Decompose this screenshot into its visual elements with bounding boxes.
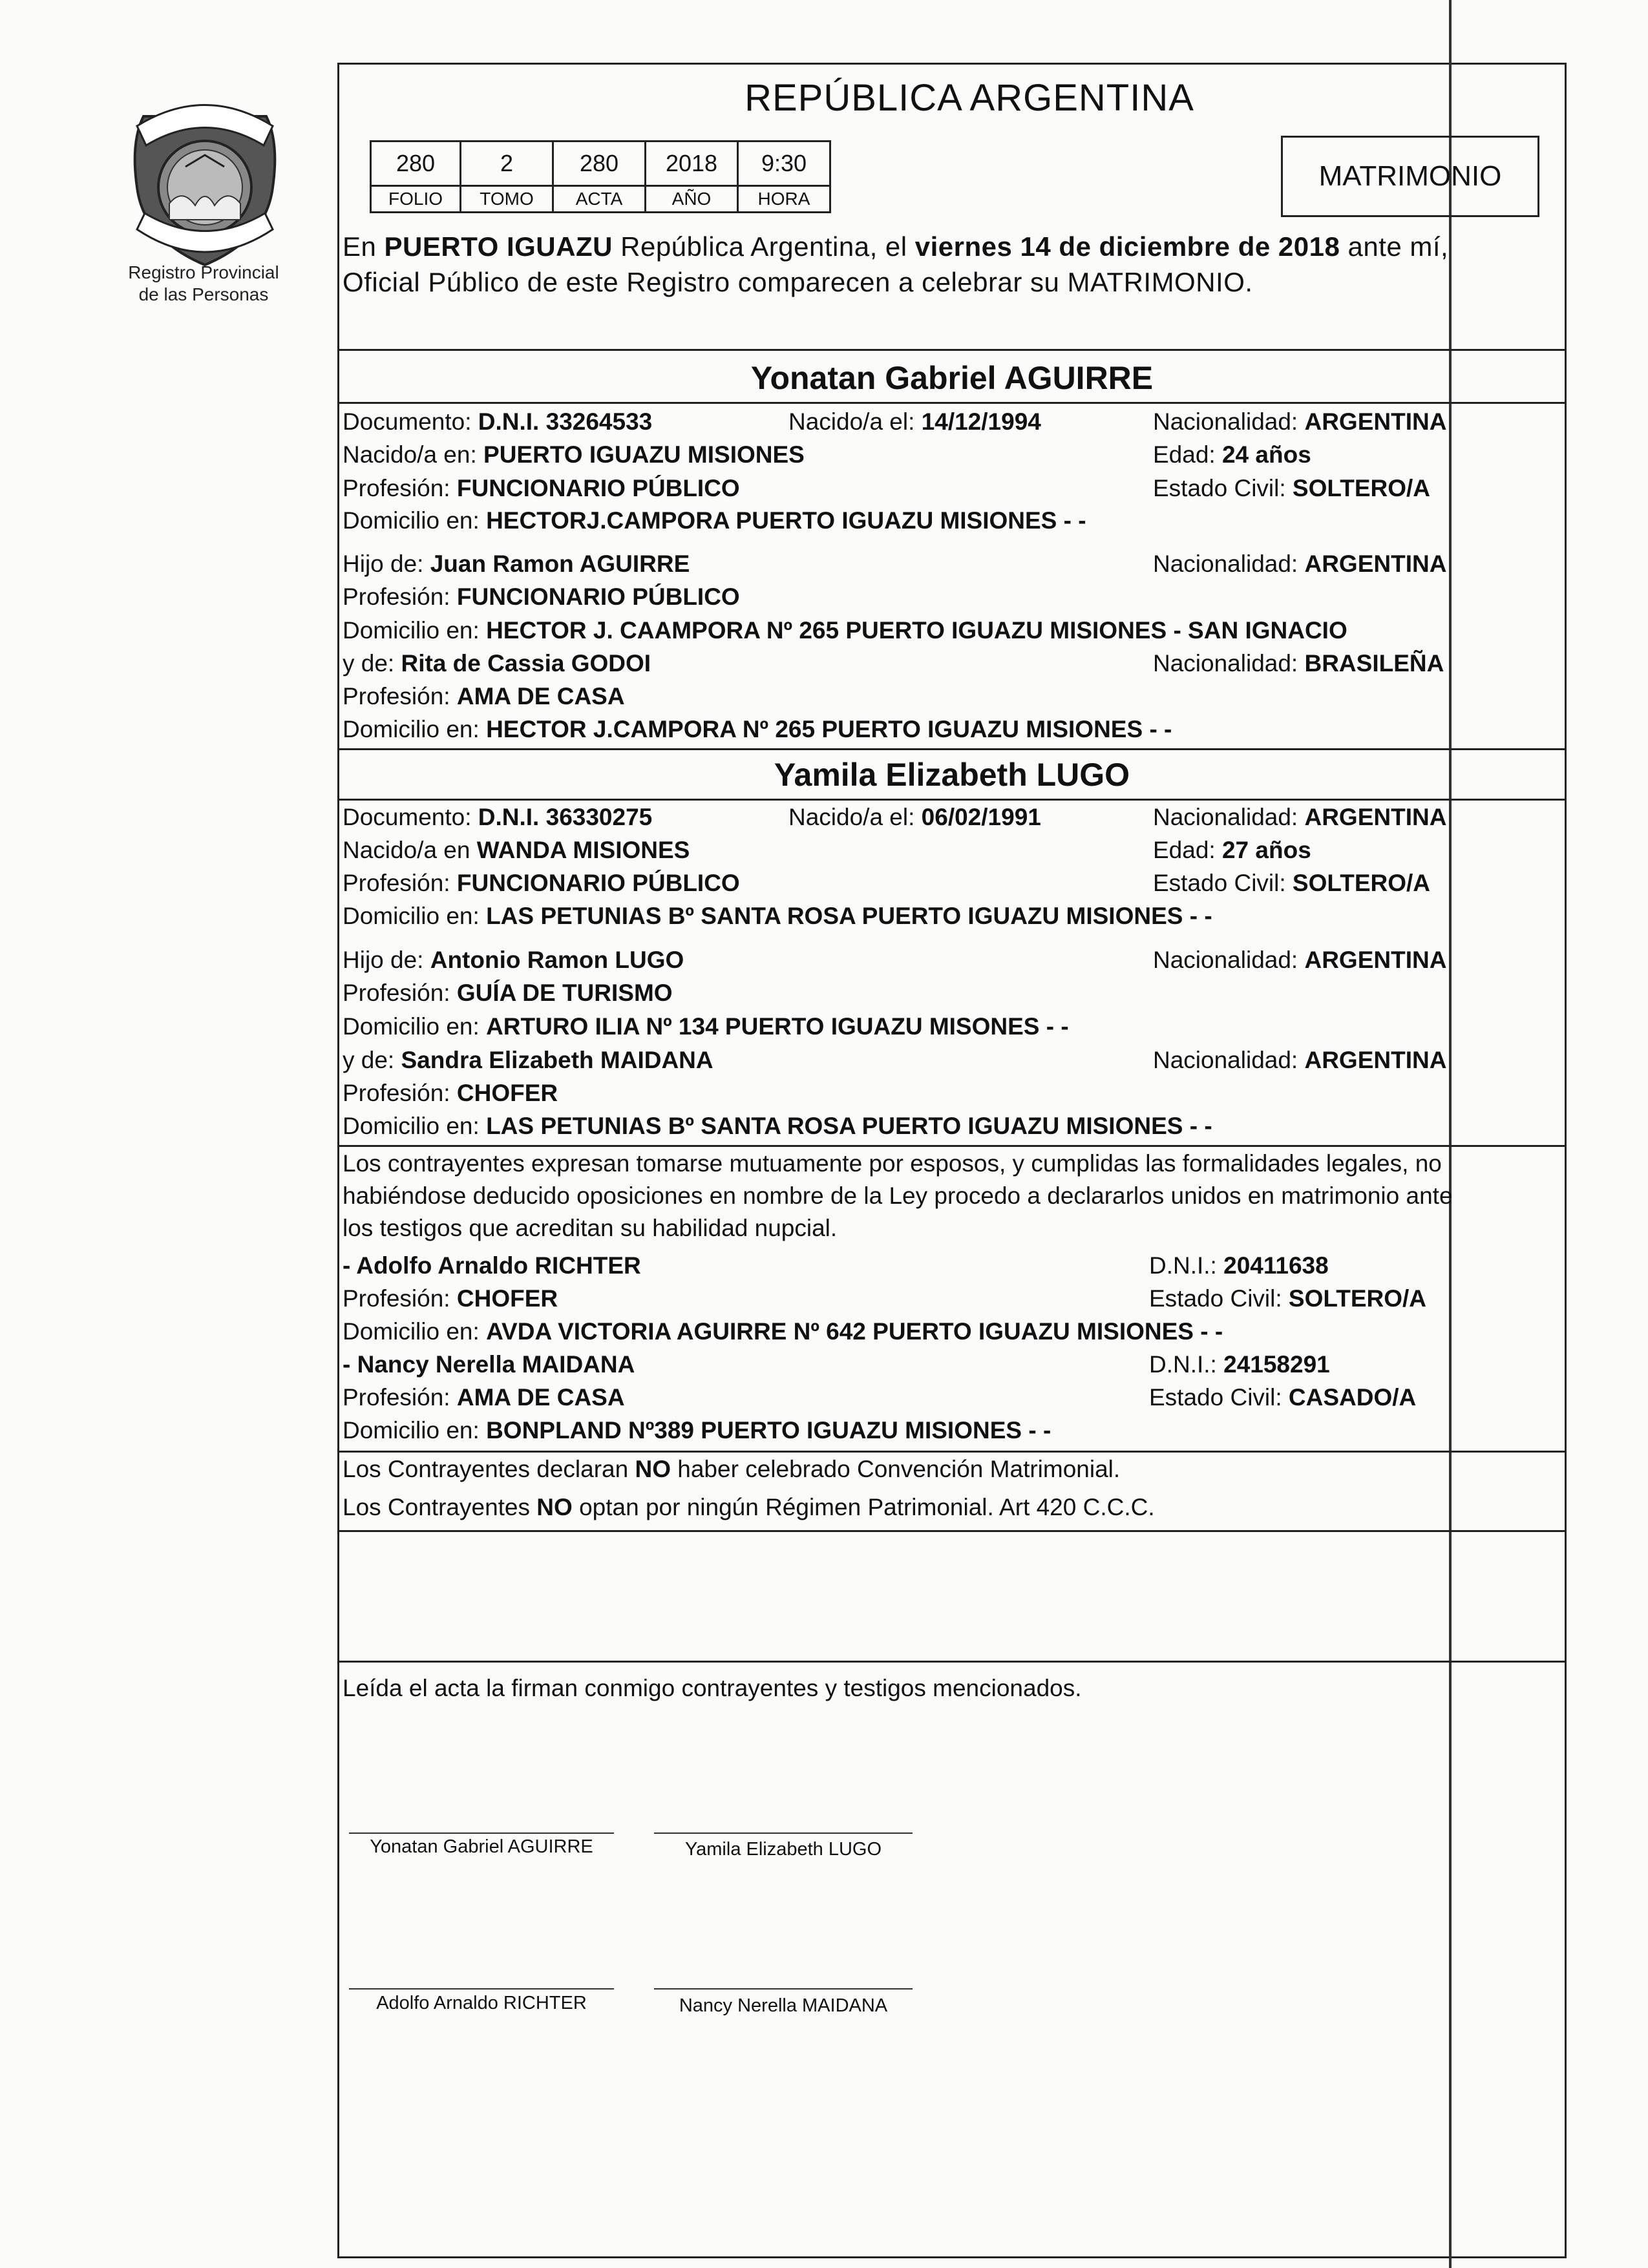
spouse1-mother-profession: Profesión: AMA DE CASA xyxy=(343,683,625,709)
ano-label: AÑO xyxy=(646,186,738,213)
divider xyxy=(337,1661,1567,1663)
witness1-name: - Adolfo Arnaldo RICHTER xyxy=(343,1252,641,1279)
spouse2-mother-profession: Profesión: CHOFER xyxy=(343,1080,558,1106)
fold-line xyxy=(1449,0,1452,2268)
spouse1-document: Documento: D.N.I. 33264533 xyxy=(343,408,653,435)
witness2-civil-status: Estado Civil: CASADO/A xyxy=(1149,1384,1417,1411)
signature-witness2-name: Nancy Nerella MAIDANA xyxy=(679,1995,888,2016)
spouse1-mother: y de: Rita de Cassia GODOI xyxy=(343,650,651,677)
spouse2-father-profession: Profesión: GUÍA DE TURISMO xyxy=(343,980,673,1006)
declaration-line-2: habiéndose deducido oposiciones en nombre de la Ley procedo a declararlos unidos en matrimonio ante xyxy=(343,1182,1453,1209)
spouse2-birthplace: Nacido/a en WANDA MISIONES xyxy=(343,837,690,863)
spouse2-mother-domicile: Domicilio en: LAS PETUNIAS Bº SANTA ROSA PUERTO IGUAZU MISIONES - - xyxy=(343,1113,1212,1139)
spouse2-name: Yamila Elizabeth LUGO xyxy=(774,757,1130,793)
witness2-profession: Profesión: AMA DE CASA xyxy=(343,1384,625,1411)
folio-value: 280 xyxy=(371,142,461,186)
spouse2-birthdate: Nacido/a el: 06/02/1991 xyxy=(788,804,1041,830)
folio-label: FOLIO xyxy=(371,186,461,213)
spouse2-profession: Profesión: FUNCIONARIO PÚBLICO xyxy=(343,870,740,896)
spouse1-name: Yonatan Gabriel AGUIRRE xyxy=(750,360,1154,396)
divider xyxy=(337,1530,1567,1532)
signature-line xyxy=(654,1988,913,1990)
divider xyxy=(337,402,1567,404)
signature-spouse1-name: Yonatan Gabriel AGUIRRE xyxy=(370,1836,593,1857)
spouse1-domicile: Domicilio en: HECTORJ.CAMPORA PUERTO IGUAZU MISIONES - - xyxy=(343,507,1086,534)
divider xyxy=(337,1451,1567,1453)
intro-line-2: Oficial Público de este Registro comparecen a celebrar su MATRIMONIO. xyxy=(343,267,1253,297)
spouse1-mother-domicile: Domicilio en: HECTOR J.CAMPORA Nº 265 PUERTO IGUAZU MISIONES - - xyxy=(343,716,1172,742)
spouse1-civil-status: Estado Civil: SOLTERO/A xyxy=(1153,475,1431,501)
witness1-profession: Profesión: CHOFER xyxy=(343,1285,558,1312)
spouse2-nationality: Nacionalidad: ARGENTINA xyxy=(1153,804,1447,830)
witness1-dni: D.N.I.: 20411638 xyxy=(1149,1252,1329,1279)
divider xyxy=(337,799,1567,801)
spouse1-birthplace: Nacido/a en: PUERTO IGUAZU MISIONES xyxy=(343,441,805,468)
registry-name-line2: de las Personas xyxy=(138,284,269,304)
tomo-label: TOMO xyxy=(461,186,553,213)
declaration-line-1: Los contrayentes expresan tomarse mutuamente por esposos, y cumplidas las formalidades legales, no xyxy=(343,1150,1442,1177)
witness2-name: - Nancy Nerella MAIDANA xyxy=(343,1351,635,1378)
spouse1-mother-nationality: Nacionalidad: BRASILEÑA xyxy=(1153,650,1444,677)
divider xyxy=(337,349,1567,351)
witness2-dni: D.N.I.: 24158291 xyxy=(1149,1351,1330,1378)
spouse2-age: Edad: 27 años xyxy=(1153,837,1311,863)
divider xyxy=(337,748,1567,750)
tomo-value: 2 xyxy=(461,142,553,186)
signature-spouse2-name: Yamila Elizabeth LUGO xyxy=(684,1839,882,1860)
spouse1-father-nationality: Nacionalidad: ARGENTINA xyxy=(1153,551,1447,577)
signature-line xyxy=(654,1832,913,1834)
declaration-line-3: los testigos que acreditan su habilidad nupcial. xyxy=(343,1215,838,1241)
hora-value: 9:30 xyxy=(738,142,830,186)
registry-name xyxy=(97,262,310,306)
signature-line xyxy=(349,1832,614,1834)
witness1-domicile: Domicilio en: AVDA VICTORIA AGUIRRE Nº 642 PUERTO IGUAZU MISIONES - - xyxy=(343,1318,1223,1345)
witness2-domicile: Domicilio en: BONPLAND Nº389 PUERTO IGUAZU MISIONES - - xyxy=(343,1417,1051,1444)
spouse1-birthdate: Nacido/a el: 14/12/1994 xyxy=(788,408,1041,435)
acta-header-table xyxy=(370,140,831,213)
witness1-civil-status: Estado Civil: SOLTERO/A xyxy=(1149,1285,1427,1312)
spouse1-nationality: Nacionalidad: ARGENTINA xyxy=(1153,408,1447,435)
spouse1-father: Hijo de: Juan Ramon AGUIRRE xyxy=(343,551,690,577)
spouse2-mother-nationality: Nacionalidad: ARGENTINA xyxy=(1153,1047,1447,1073)
closing-text: Leída el acta la firman conmigo contrayentes y testigos mencionados. xyxy=(343,1675,1082,1701)
hora-label: HORA xyxy=(738,186,830,213)
signature-line xyxy=(349,1988,614,1990)
spouse2-father-domicile: Domicilio en: ARTURO ILIA Nº 134 PUERTO IGUAZU MISONES - - xyxy=(343,1013,1069,1040)
spouse2-civil-status: Estado Civil: SOLTERO/A xyxy=(1153,870,1431,896)
convention-line-1: Los Contrayentes declaran NO haber celebrado Convención Matrimonial. xyxy=(343,1456,1121,1482)
declaration-text xyxy=(343,1148,1564,1244)
divider xyxy=(337,1145,1567,1147)
convention-line-2: Los Contrayentes NO optan por ningún Régimen Patrimonial. Art 420 C.C.C. xyxy=(343,1494,1155,1520)
registry-name-line1: Registro Provincial xyxy=(128,262,279,282)
spouse1-age: Edad: 24 años xyxy=(1153,441,1311,468)
provincia-misiones-seal-logo xyxy=(118,90,292,278)
intro-line-1: En PUERTO IGUAZU República Argentina, el viernes 14 de diciembre de 2018 ante mí, xyxy=(343,231,1449,262)
spouse1-profession: Profesión: FUNCIONARIO PÚBLICO xyxy=(343,475,740,501)
spouse1-father-profession: Profesión: FUNCIONARIO PÚBLICO xyxy=(343,583,740,610)
spouse2-document: Documento: D.N.I. 36330275 xyxy=(343,804,653,830)
spouse1-father-domicile: Domicilio en: HECTOR J. CAAMPORA Nº 265 PUERTO IGUAZU MISIONES - SAN IGNACIO xyxy=(343,617,1347,644)
acta-label: ACTA xyxy=(553,186,646,213)
spouse2-mother: y de: Sandra Elizabeth MAIDANA xyxy=(343,1047,713,1073)
page-title: REPÚBLICA ARGENTINA xyxy=(745,77,1194,119)
spouse2-father-nationality: Nacionalidad: ARGENTINA xyxy=(1153,947,1447,973)
spouse2-domicile: Domicilio en: LAS PETUNIAS Bº SANTA ROSA PUERTO IGUAZU MISIONES - - xyxy=(343,903,1212,929)
record-type-box: MATRIMONIO xyxy=(1281,136,1539,217)
acta-value: 280 xyxy=(553,142,646,186)
ano-value: 2018 xyxy=(646,142,738,186)
signature-witness1-name: Adolfo Arnaldo RICHTER xyxy=(376,1993,587,2013)
spouse2-father: Hijo de: Antonio Ramon LUGO xyxy=(343,947,684,973)
